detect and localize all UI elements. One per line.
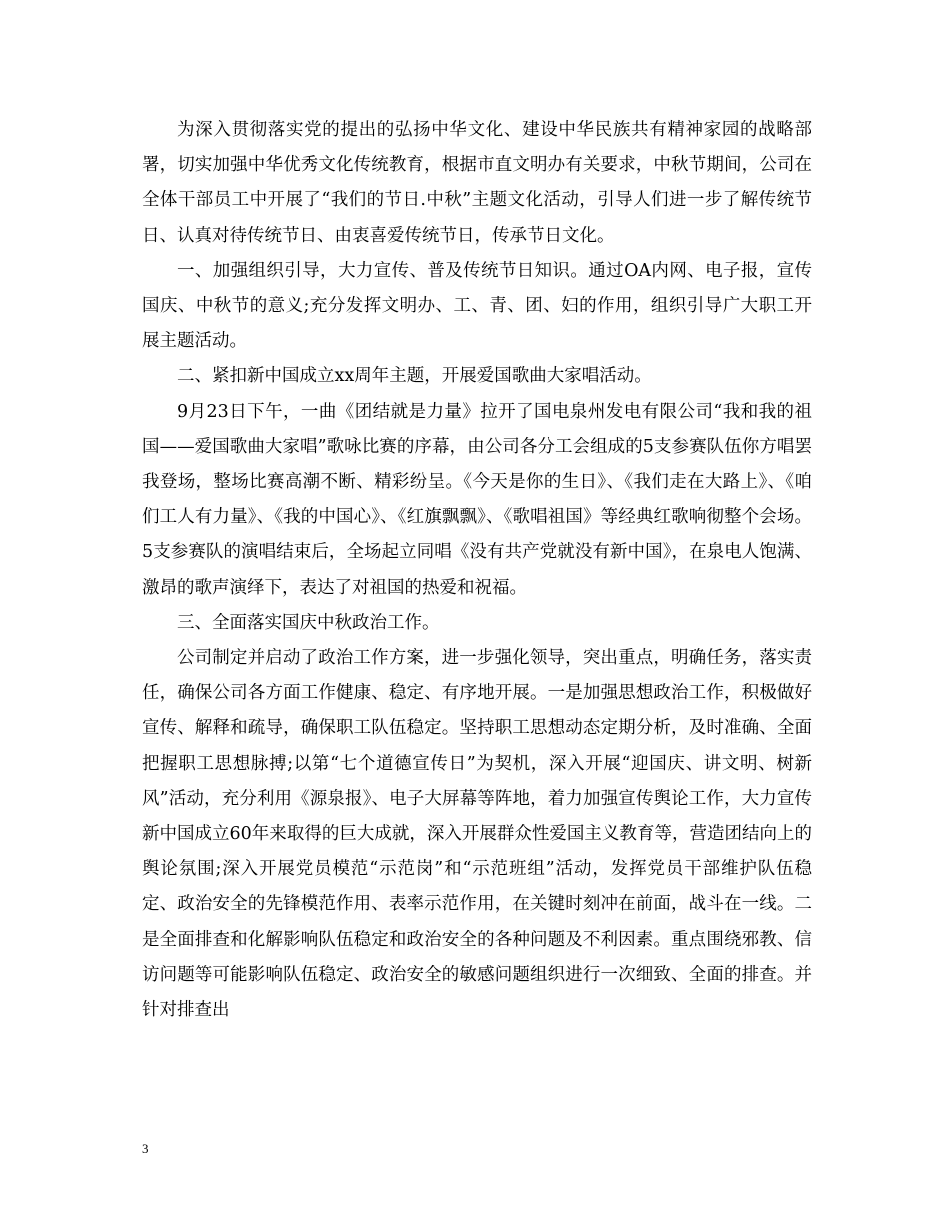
paragraph-intro: 为深入贯彻落实党的提出的弘扬中华文化、建设中华民族共有精神家园的战略部署，切实加强中华优秀文化传统教育，根据市直文明办有关要求，中秋节期间，公司在全体干部员工中开展了“我们的节日.中秋”主题文化活动，引导人们进一步了解传统节日、认真对待传统节日、由衷喜爱传统节日，传承节日文化。: [142, 120, 812, 246]
paragraph-section-2-heading: 二、紧扣新中国成立xx周年主题，开展爱国歌曲大家唱活动。: [177, 366, 652, 387]
paragraph-political-work: 公司制定并启动了政治工作方案，进一步强化领导，突出重点，明确任务，落实责任，确保公司各方面工作健康、稳定、有序地开展。一是加强思想政治工作，积极做好宣传、解释和疏导，确保职工队伍稳定。坚持职工思想动态定期分析，及时准确、全面把握职工思想脉搏;以第“七个道德宣传日”为契机，深入开展“迎国庆、讲文明、树新风”活动，充分利用《源泉报》、电子大屏幕等阵地，着力加强宣传舆论工作，大力宣传新中国成立60年来取得的巨大成就，深入开展群众性爱国主义教育等，营造团结向上的舆论氛围;深入开展党员模范“示范岗”和“示范班组”活动，发挥党员干部维护队伍稳定、政治安全的先锋模范作用、表率示范作用，在关键时刻冲在前面，战斗在一线。二是全面排查和化解影响队伍稳定和政治安全的各种问题及不利因素。重点围绕邪教、信访问题等可能影响队伍稳定、政治安全的敏感问题组织进行一次细致、全面的排查。并针对排查出: [142, 648, 812, 1021]
paragraph-section-3-heading: 三、全面落实国庆中秋政治工作。: [177, 612, 440, 633]
paragraph-singing-contest: 9月23日下午，一曲《团结就是力量》拉开了国电泉州发电有限公司“我和我的祖国——爱国歌曲大家唱”歌咏比赛的序幕，由公司各分工会组成的5支参赛队伍你方唱罢我登场，整场比赛高潮不断、精彩纷呈。《今天是你的生日》、《我们走在大路上》、《咱们工人有力量》、《我的中国心》、《红旗飘飘》、《歌唱祖国》等经典红歌响彻整个会场。5支参赛队的演唱结束后，全场起立同唱《没有共产党就没有新中国》，在泉电人饱满、激昂的歌声演绎下，表达了对祖国的热爱和祝福。: [142, 401, 812, 598]
paragraph-section-1: 一、加强组织引导，大力宣传、普及传统节日知识。通过OA内网、电子报，宣传国庆、中秋节的意义;充分发挥文明办、工、青、团、妇的作用，组织引导广大职工开展主题活动。: [142, 260, 812, 352]
document-body: [142, 113, 812, 1028]
page-number: 3: [142, 1141, 149, 1156]
